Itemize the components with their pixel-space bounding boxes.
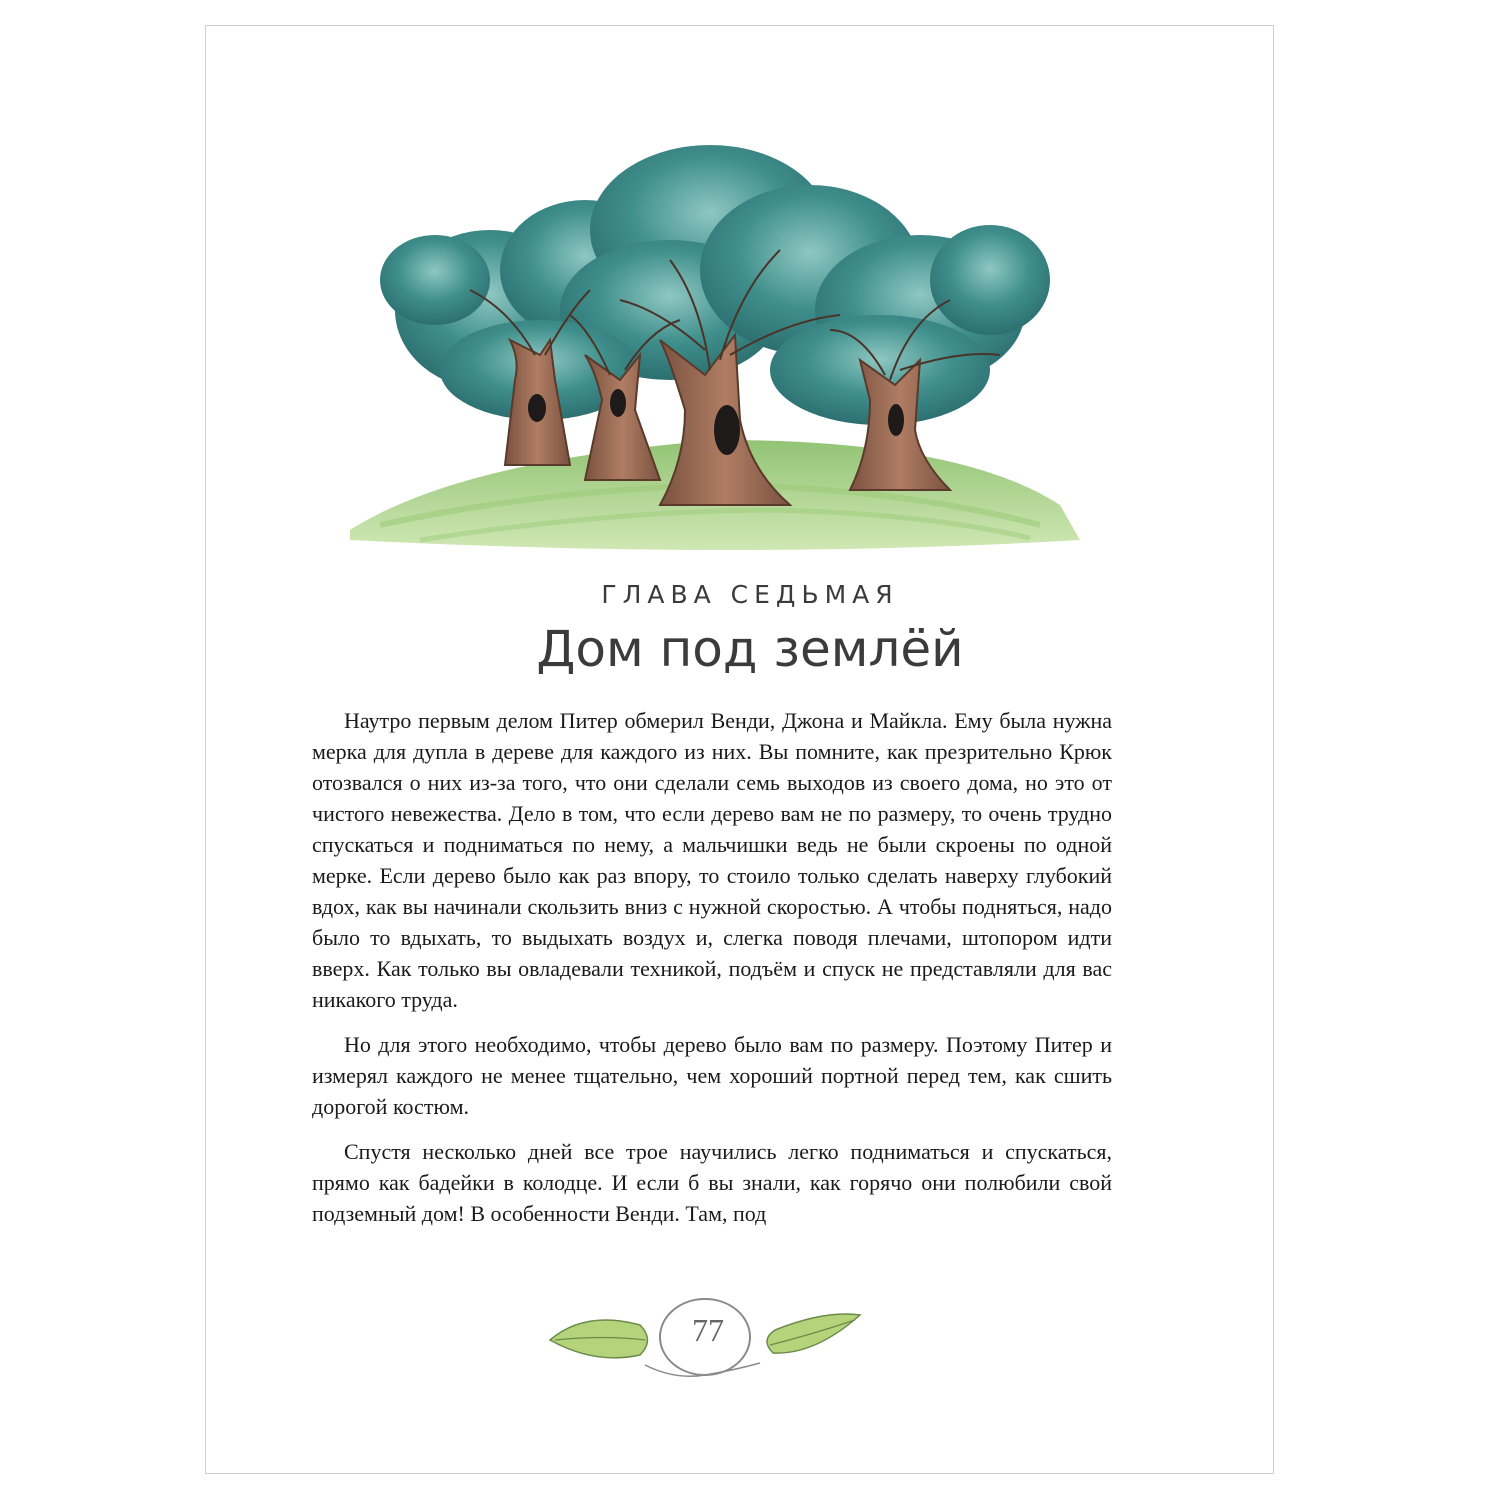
paragraph: Спустя несколько дней все трое научились легко подниматься и спускаться, прямо как бадейки в колодце. И если б вы знали, как горячо они полюбили свой подземный дом! В особенности Венди. Там, под — [312, 1139, 1112, 1226]
paragraph: Но для этого необходимо, чтобы дерево было вам по размеру. Поэтому Питер и измерял каждого не менее тщательно, чем хороший портной перед тем, как сшить дорогой костюм. — [312, 1032, 1112, 1119]
chapter-title: Дом под землёй — [536, 620, 964, 678]
trees-illustration — [340, 140, 1100, 560]
chapter-label: ГЛАВА СЕДЬМАЯ — [601, 580, 899, 609]
chapter-body — [312, 705, 1112, 1243]
paragraph: Наутро первым делом Питер обмерил Венди, Джона и Майкла. Ему была нужна мерка для дупла в дереве для каждого из них. Вы помните, как презрительно Крюк отозвался о них из-за того, что они сделали семь выходов из своего дома, но это от чистого невежества. Дело в том, что если дерево вам не по размеру, то очень трудно спускаться и подниматься по нему, а мальчишки ведь не были скроены по одной мерке. Если дерево было как раз впору, то стоило только сделать наверху глубокий вдох, как вы начинали скользить вниз с нужной скоростью. А чтобы подняться, надо было то вдыхать, то выдыхать воздух и, слегка поводя плечами, штопором идти вверх. Как только вы овладевали техникой, подъём и спуск не представляли для вас никакого труда. — [312, 708, 1112, 1012]
page-number: 77 — [692, 1312, 724, 1348]
